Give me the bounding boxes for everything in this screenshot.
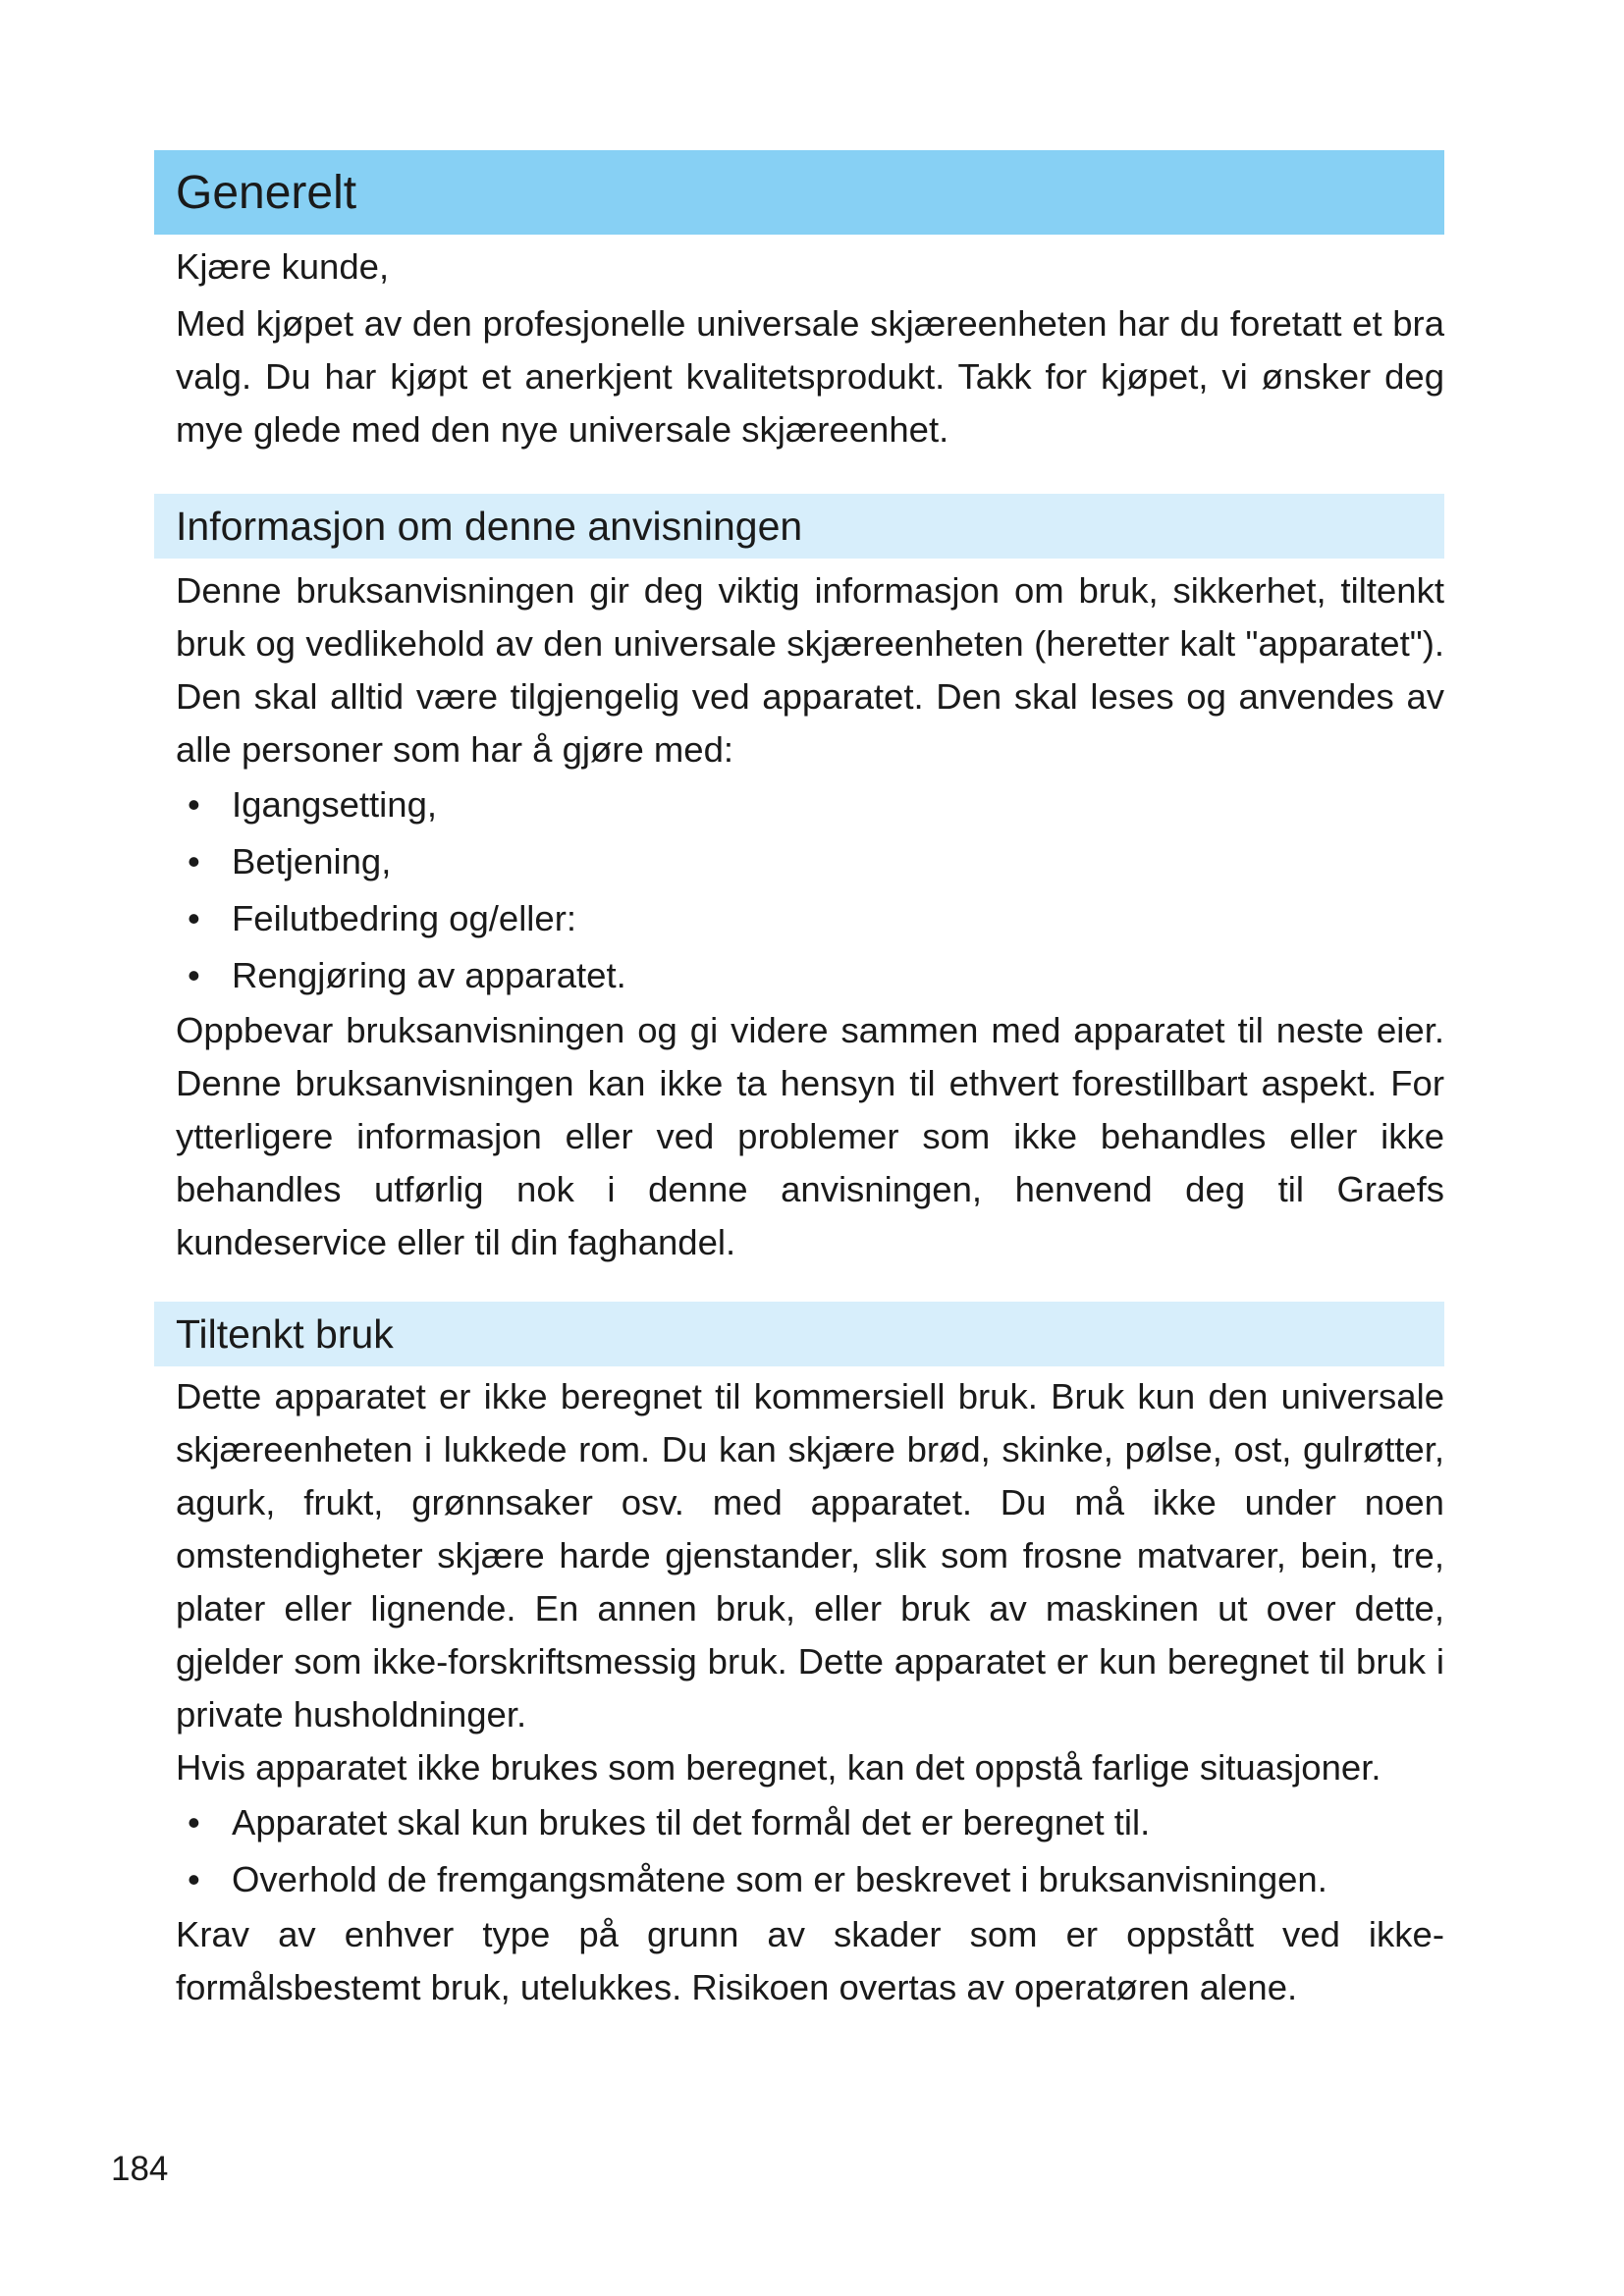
intended-use-paragraph-3: Krav av enhver type på grunn av skader som er oppstått ved ikke-formålsbestemt bruk, utelukkes. Risikoen overtas av operatøren alene. [176,1914,1444,2007]
section-intended-use [154,1302,1444,2014]
list-item: • Betjening, [176,833,1444,890]
section-title-general: Generelt [154,150,1444,235]
section-general [154,150,1444,456]
list-item: • Apparatet skal kun brukes til det formål det er beregnet til. [176,1794,1444,1851]
info-bullet-list [176,776,1444,1004]
bullet-icon: • [188,898,200,938]
section-title-info: Informasjon om denne anvisningen [154,494,1444,559]
section-body-general [154,235,1444,456]
list-item: • Feilutbedring og/eller: [176,890,1444,947]
info-closing-paragraph: Oppbevar bruksanvisningen og gi videre sammen med apparatet til neste eier. Denne bruksanvisningen kan ikke ta hensyn til ethvert forestillbart aspekt. For ytterligere informasjon eller ved problemer som ikke behandles eller ikke behandles utførlig nok i denne anvisningen, henvend deg til Graefs kundeservice eller til din faghandel. [176,1010,1444,1262]
intended-use-bullet-list [176,1794,1444,1908]
list-item: • Igangsetting, [176,776,1444,833]
section-body-intended-use [154,1366,1444,2014]
section-title-intended-use: Tiltenkt bruk [154,1302,1444,1366]
bullet-icon: • [188,1859,200,1899]
list-item: • Rengjøring av apparatet. [176,947,1444,1004]
intended-use-paragraph-2: Hvis apparatet ikke brukes som beregnet, kan det oppstå farlige situasjoner. [176,1747,1381,1788]
general-paragraph: Med kjøpet av den profesjonelle universale skjæreenheten har du foretatt et bra valg. Du har kjøpt et anerkjent kvalitetsprodukt. Takk for kjøpet, vi ønsker deg mye glede med den nye universale skjæreenhet. [176,303,1444,450]
page-number: 184 [111,2150,169,2188]
greeting-text: Kjære kunde, [176,246,390,287]
info-intro-paragraph: Denne bruksanvisningen gir deg viktig informasjon om bruk, sikkerhet, tiltenkt bruk og vedlikehold av den universale skjæreenheten (heretter kalt "apparatet"). Den skal alltid være tilgjengelig ved apparatet. Den skal leses og anvendes av alle personer som har å gjøre med: [176,570,1444,770]
intended-use-paragraph-1: Dette apparatet er ikke beregnet til kommersiell bruk. Bruk kun den universale skjæreenheten i lukkede rom. Du kan skjære brød, skinke, pølse, ost, gulrøtter, agurk, frukt, grønnsaker osv. med apparatet. Du må ikke under noen omstendigheter skjære harde gjenstander, slik som frosne matvarer, bein, tre, plater eller lignende. En annen bruk, eller bruk av maskinen ut over dette, gjelder som ikke-forskriftsmessig bruk. Dette apparatet er kun beregnet til bruk i private husholdninger. [176,1376,1444,1735]
list-item: • Overhold de fremgangsmåtene som er beskrevet i bruksanvisningen. [176,1851,1444,1908]
page-content [154,150,1444,2014]
bullet-icon: • [188,784,200,825]
bullet-icon: • [188,1802,200,1842]
section-info [154,494,1444,1269]
bullet-icon: • [188,955,200,995]
section-body-info [154,559,1444,1269]
bullet-icon: • [188,841,200,881]
